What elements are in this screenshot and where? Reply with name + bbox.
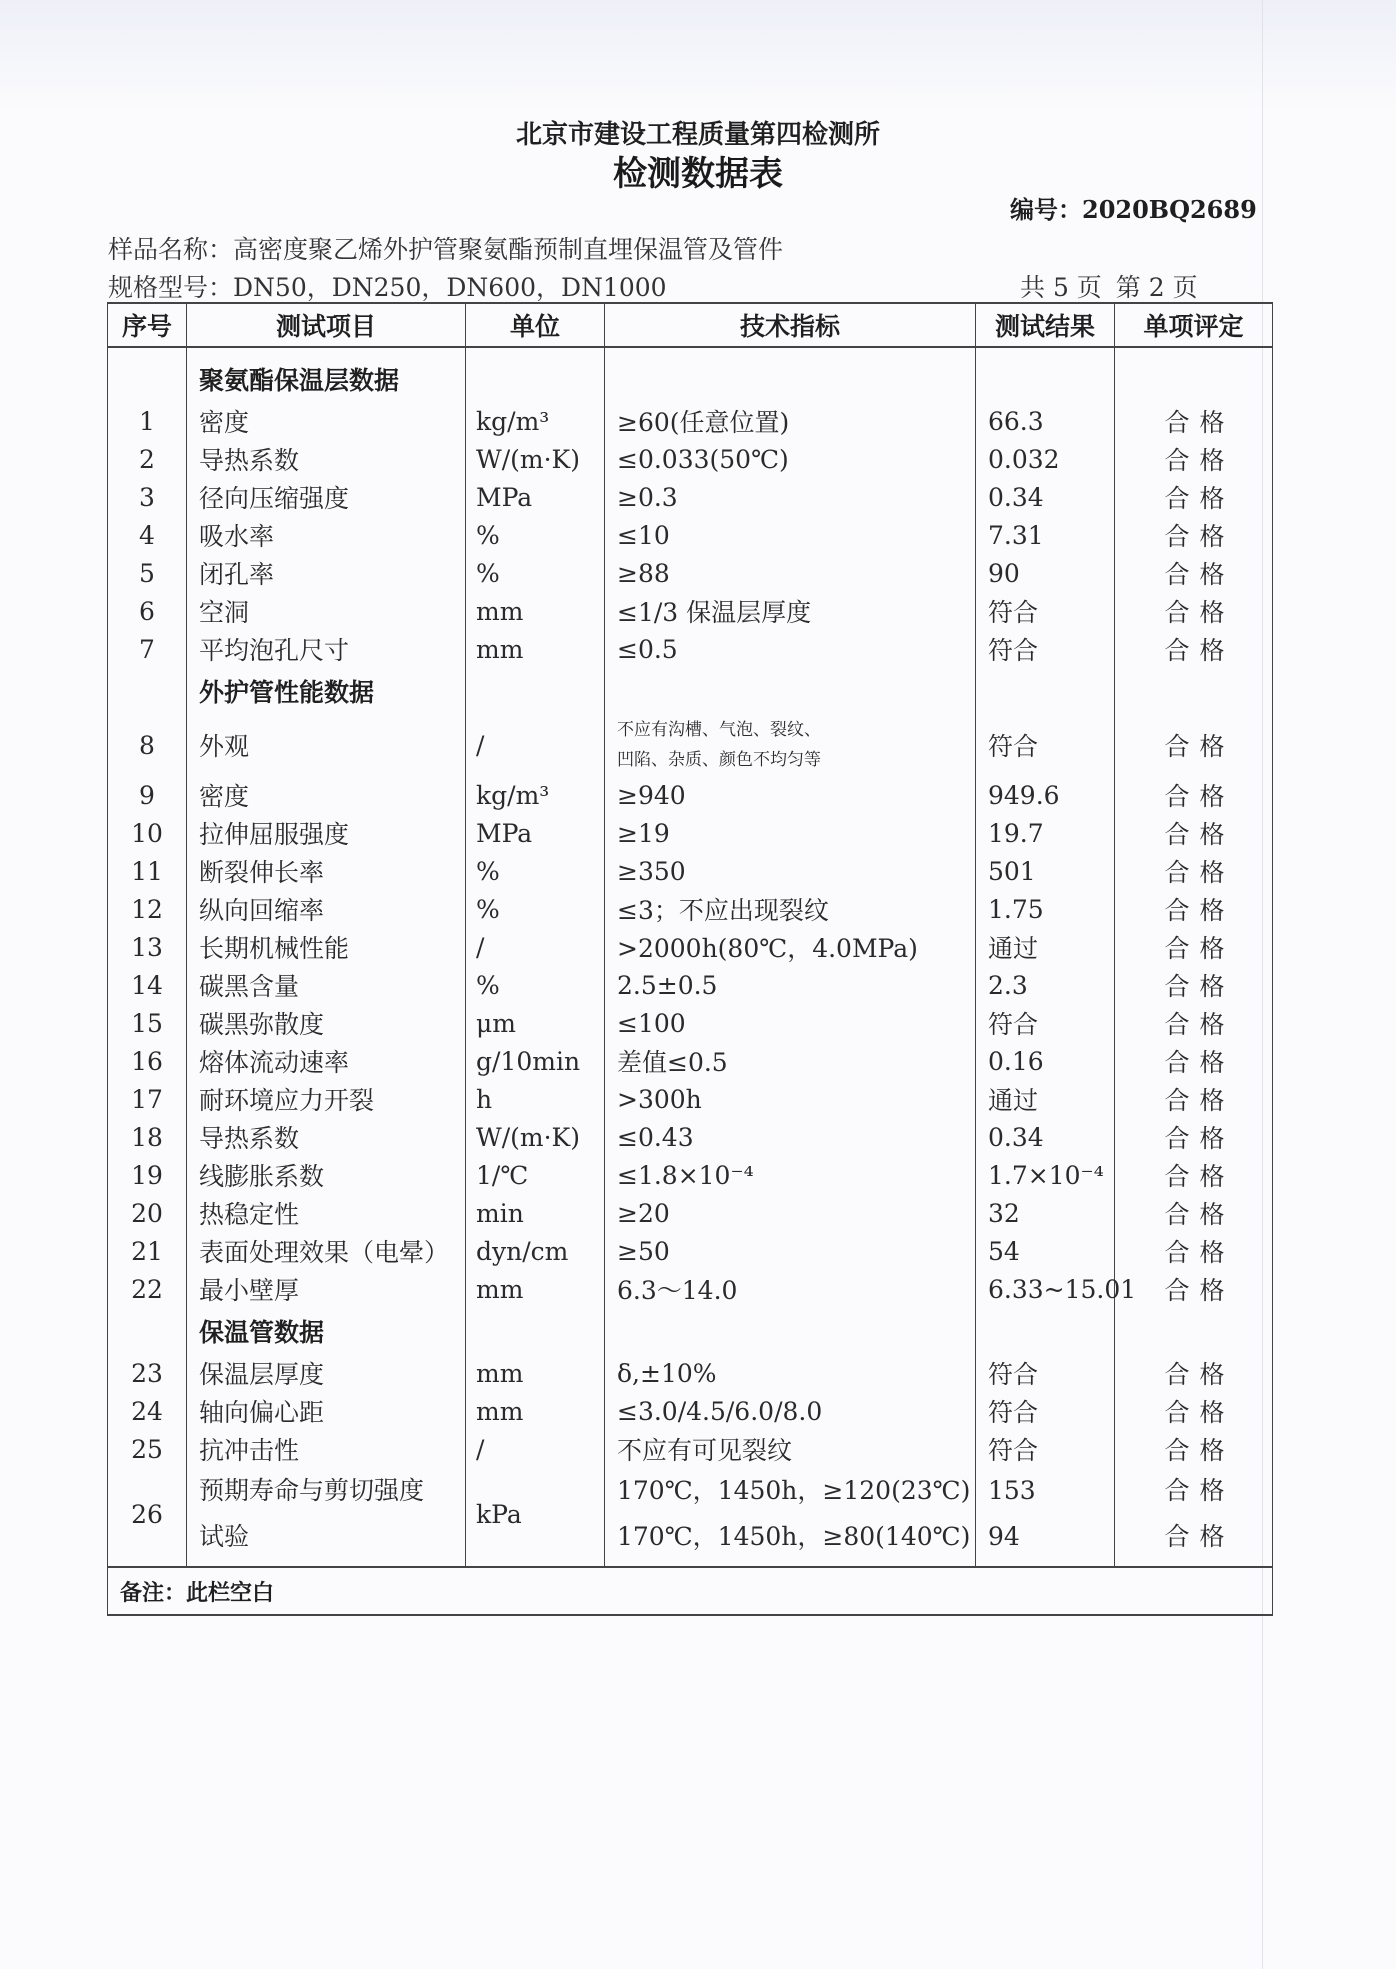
unit: g/10min [466, 1042, 605, 1080]
table-row [108, 1430, 1273, 1468]
table-body [108, 347, 1273, 1615]
row-number: 14 [108, 966, 187, 1004]
test-item: 最小壁厚 [187, 1270, 466, 1308]
test-item: 熔体流动速率 [187, 1042, 466, 1080]
judge-subline: 合格 [1164, 1476, 1235, 1505]
judgement: 合格 [1115, 1232, 1273, 1270]
judgement: 合格 [1115, 554, 1273, 592]
judgement: 合格 [1115, 1194, 1273, 1232]
test-item: 长期机械性能 [187, 928, 466, 966]
table-row [108, 402, 1273, 440]
unit: mm [466, 1270, 605, 1308]
unit: MPa [466, 814, 605, 852]
section-empty-cell [605, 347, 976, 402]
judgement: 合格 [1115, 966, 1273, 1004]
remarks-row [108, 1567, 1273, 1615]
page-current: 第 2 页 [1115, 273, 1198, 302]
section-empty-cell [976, 1308, 1115, 1354]
unit: % [466, 554, 605, 592]
unit: % [466, 890, 605, 928]
table-row [108, 928, 1273, 966]
table-row [108, 1354, 1273, 1392]
test-result: 501 [976, 852, 1115, 890]
section-empty-cell [976, 668, 1115, 714]
test-result [976, 1468, 1115, 1567]
technical-spec: 不应有可见裂纹 [605, 1430, 976, 1468]
row-number: 18 [108, 1118, 187, 1156]
unit: % [466, 966, 605, 1004]
judgement: 合格 [1115, 1156, 1273, 1194]
test-result: 90 [976, 554, 1115, 592]
test-result: 0.34 [976, 478, 1115, 516]
test-result: 32 [976, 1194, 1115, 1232]
document-title: 检测数据表 [613, 154, 783, 194]
row-number: 8 [108, 714, 187, 776]
test-item: 平均泡孔尺寸 [187, 630, 466, 668]
technical-spec [605, 1468, 976, 1567]
test-result: 1.7×10⁻⁴ [976, 1156, 1115, 1194]
technical-spec-line: 凹陷、杂质、颜色不均匀等 [617, 750, 821, 770]
section-title: 外护管性能数据 [187, 668, 466, 714]
judgement: 合格 [1115, 1042, 1273, 1080]
unit: W/(m·K) [466, 440, 605, 478]
test-result: 6.33~15.01 [976, 1270, 1115, 1308]
judgement: 合格 [1115, 714, 1273, 776]
technical-spec: δ,±10% [605, 1354, 976, 1392]
result-subline: 94 [988, 1522, 1020, 1551]
unit: μm [466, 1004, 605, 1042]
section-empty-cell [466, 1308, 605, 1354]
judgement: 合格 [1115, 478, 1273, 516]
section-no-cell [108, 668, 187, 714]
test-result: 2.3 [976, 966, 1115, 1004]
section-empty-cell [466, 668, 605, 714]
row-number: 9 [108, 776, 187, 814]
test-result: 通过 [976, 928, 1115, 966]
technical-spec: ≥19 [605, 814, 976, 852]
test-item: 碳黑含量 [187, 966, 466, 1004]
technical-spec: ≤0.033(50℃) [605, 440, 976, 478]
technical-spec: ≤3；不应出现裂纹 [605, 890, 976, 928]
unit: dyn/cm [466, 1232, 605, 1270]
table-row [108, 1042, 1273, 1080]
unit: MPa [466, 478, 605, 516]
judgement: 合格 [1115, 852, 1273, 890]
technical-spec: ≤3.0/4.5/6.0/8.0 [605, 1392, 976, 1430]
table-row [108, 1232, 1273, 1270]
section-no-cell [108, 347, 187, 402]
technical-spec: >300h [605, 1080, 976, 1118]
unit: / [466, 1430, 605, 1468]
table-row [108, 1468, 1273, 1567]
row-number: 11 [108, 852, 187, 890]
test-item: 抗冲击性 [187, 1430, 466, 1468]
unit: % [466, 516, 605, 554]
section-header-row [108, 668, 1273, 714]
col-header-unit: 单位 [466, 303, 605, 347]
unit: W/(m·K) [466, 1118, 605, 1156]
table-row [108, 966, 1273, 1004]
section-header-row [108, 347, 1273, 402]
spec-subline: 170℃，1450h，≥80(140℃) [617, 1522, 971, 1551]
test-item: 线膨胀系数 [187, 1156, 466, 1194]
test-item: 碳黑弥散度 [187, 1004, 466, 1042]
technical-spec: ≥940 [605, 776, 976, 814]
organization-name: 北京市建设工程质量第四检测所 [515, 120, 880, 150]
judgement: 合格 [1115, 1080, 1273, 1118]
table-row [108, 478, 1273, 516]
section-header-row [108, 1308, 1273, 1354]
section-empty-cell [605, 668, 976, 714]
page-total: 共 5 页 [1020, 273, 1102, 302]
table-row [108, 814, 1273, 852]
test-item: 断裂伸长率 [187, 852, 466, 890]
table-row [108, 1270, 1273, 1308]
technical-spec: ≥88 [605, 554, 976, 592]
row-number: 13 [108, 928, 187, 966]
col-header-no: 序号 [108, 303, 187, 347]
row-number: 10 [108, 814, 187, 852]
test-result: 符合 [976, 1004, 1115, 1042]
test-result: 949.6 [976, 776, 1115, 814]
row-number: 26 [108, 1468, 187, 1567]
table-row [108, 852, 1273, 890]
col-header-item: 测试项目 [187, 303, 466, 347]
unit: h [466, 1080, 605, 1118]
test-item: 轴向偏心距 [187, 1392, 466, 1430]
row-number: 22 [108, 1270, 187, 1308]
spec-model: 规格型号：DN50，DN250，DN600，DN1000 [108, 273, 667, 302]
table-row [108, 714, 1273, 776]
judgement: 合格 [1115, 776, 1273, 814]
unit: kg/m³ [466, 402, 605, 440]
technical-spec: ≤100 [605, 1004, 976, 1042]
unit: kPa [466, 1468, 605, 1567]
test-result: 0.032 [976, 440, 1115, 478]
test-item: 导热系数 [187, 1118, 466, 1156]
col-header-spec: 技术指标 [605, 303, 976, 347]
unit: 1/℃ [466, 1156, 605, 1194]
judgement [1115, 1468, 1273, 1567]
technical-spec: >2000h(80℃，4.0MPa) [605, 928, 976, 966]
test-result: 7.31 [976, 516, 1115, 554]
row-number: 5 [108, 554, 187, 592]
section-title: 聚氨酯保温层数据 [187, 347, 466, 402]
row-number: 21 [108, 1232, 187, 1270]
section-empty-cell [1115, 668, 1273, 714]
test-item: 闭孔率 [187, 554, 466, 592]
table-row [108, 1156, 1273, 1194]
unit: mm [466, 1392, 605, 1430]
row-number: 23 [108, 1354, 187, 1392]
row-number: 24 [108, 1392, 187, 1430]
test-result: 19.7 [976, 814, 1115, 852]
unit: kg/m³ [466, 776, 605, 814]
test-item: 吸水率 [187, 516, 466, 554]
unit: mm [466, 592, 605, 630]
technical-spec: ≤1/3 保温层厚度 [605, 592, 976, 630]
technical-spec: ≥50 [605, 1232, 976, 1270]
row-number: 4 [108, 516, 187, 554]
table-row [108, 440, 1273, 478]
technical-spec: 差值≤0.5 [605, 1042, 976, 1080]
technical-spec [605, 714, 976, 776]
row-number: 25 [108, 1430, 187, 1468]
row-number: 6 [108, 592, 187, 630]
col-header-judge: 单项评定 [1115, 303, 1273, 347]
report-number: 编号：2020BQ2689 [1010, 195, 1257, 224]
unit: mm [466, 1354, 605, 1392]
spec-subline: 170℃，1450h，≥120(23℃) [617, 1476, 971, 1505]
technical-spec: ≥350 [605, 852, 976, 890]
judgement: 合格 [1115, 440, 1273, 478]
test-result: 通过 [976, 1080, 1115, 1118]
section-empty-cell [1115, 347, 1273, 402]
judgement: 合格 [1115, 630, 1273, 668]
test-result: 符合 [976, 630, 1115, 668]
row-number: 19 [108, 1156, 187, 1194]
test-item: 密度 [187, 402, 466, 440]
judgement: 合格 [1115, 1392, 1273, 1430]
judge-subline: 合格 [1164, 1522, 1235, 1551]
section-empty-cell [976, 347, 1115, 402]
judgement: 合格 [1115, 516, 1273, 554]
judgement: 合格 [1115, 592, 1273, 630]
section-empty-cell [605, 1308, 976, 1354]
judgement: 合格 [1115, 1430, 1273, 1468]
unit: / [466, 714, 605, 776]
table-row [108, 1080, 1273, 1118]
table-row [108, 1392, 1273, 1430]
table-row [108, 630, 1273, 668]
table-row [108, 516, 1273, 554]
test-result: 符合 [976, 592, 1115, 630]
sample-name: 样品名称：高密度聚乙烯外护管聚氨酯预制直埋保温管及管件 [108, 235, 784, 264]
table-row [108, 1004, 1273, 1042]
technical-spec: ≤1.8×10⁻⁴ [605, 1156, 976, 1194]
technical-spec: ≥20 [605, 1194, 976, 1232]
test-item: 拉伸屈服强度 [187, 814, 466, 852]
row-number: 2 [108, 440, 187, 478]
test-item-line: 试验 [199, 1522, 250, 1551]
test-item: 耐环境应力开裂 [187, 1080, 466, 1118]
test-result: 0.16 [976, 1042, 1115, 1080]
technical-spec: ≤0.5 [605, 630, 976, 668]
table-row [108, 890, 1273, 928]
row-number: 16 [108, 1042, 187, 1080]
judgement: 合格 [1115, 1118, 1273, 1156]
judgement: 合格 [1115, 1270, 1273, 1308]
unit: / [466, 928, 605, 966]
test-item: 外观 [187, 714, 466, 776]
judgement: 合格 [1115, 1354, 1273, 1392]
test-data-table [107, 302, 1273, 1616]
table-row [108, 592, 1273, 630]
test-item: 径向压缩强度 [187, 478, 466, 516]
row-number: 20 [108, 1194, 187, 1232]
page-info [1020, 268, 1204, 304]
section-no-cell [108, 1308, 187, 1354]
table-row [108, 554, 1273, 592]
table-row [108, 1194, 1273, 1232]
unit: % [466, 852, 605, 890]
unit: mm [466, 630, 605, 668]
test-item: 密度 [187, 776, 466, 814]
row-number: 12 [108, 890, 187, 928]
judgement: 合格 [1115, 402, 1273, 440]
judgement: 合格 [1115, 814, 1273, 852]
technical-spec: ≤0.43 [605, 1118, 976, 1156]
table-header-row [108, 303, 1273, 347]
remarks: 备注：此栏空白 [108, 1567, 1273, 1615]
test-result: 1.75 [976, 890, 1115, 928]
row-number: 17 [108, 1080, 187, 1118]
technical-spec: ≥60(任意位置) [605, 402, 976, 440]
test-result: 符合 [976, 1392, 1115, 1430]
test-result: 符合 [976, 1354, 1115, 1392]
technical-spec: ≤10 [605, 516, 976, 554]
table-row [108, 1118, 1273, 1156]
row-number: 7 [108, 630, 187, 668]
test-result: 符合 [976, 1430, 1115, 1468]
judgement: 合格 [1115, 890, 1273, 928]
judgement: 合格 [1115, 1004, 1273, 1042]
row-number: 3 [108, 478, 187, 516]
technical-spec-line: 不应有沟槽、气泡、裂纹、 [617, 720, 821, 740]
col-header-result: 测试结果 [976, 303, 1115, 347]
test-result: 符合 [976, 714, 1115, 776]
section-empty-cell [1115, 1308, 1273, 1354]
test-item-line: 预期寿命与剪切强度 [199, 1476, 425, 1505]
test-result: 66.3 [976, 402, 1115, 440]
test-item: 导热系数 [187, 440, 466, 478]
result-subline: 153 [988, 1476, 1036, 1505]
scan-background [0, 0, 1396, 110]
technical-spec: ≥0.3 [605, 478, 976, 516]
section-empty-cell [466, 347, 605, 402]
row-number: 15 [108, 1004, 187, 1042]
test-result: 0.34 [976, 1118, 1115, 1156]
test-result: 54 [976, 1232, 1115, 1270]
test-item: 保温层厚度 [187, 1354, 466, 1392]
technical-spec: 2.5±0.5 [605, 966, 976, 1004]
judgement: 合格 [1115, 928, 1273, 966]
row-number: 1 [108, 402, 187, 440]
test-item: 表面处理效果（电晕） [187, 1232, 466, 1270]
section-title: 保温管数据 [187, 1308, 466, 1354]
unit: min [466, 1194, 605, 1232]
test-item [187, 1468, 466, 1567]
test-item: 热稳定性 [187, 1194, 466, 1232]
table-row [108, 776, 1273, 814]
technical-spec: 6.3～14.0 [605, 1270, 976, 1308]
test-item: 空洞 [187, 592, 466, 630]
test-item: 纵向回缩率 [187, 890, 466, 928]
